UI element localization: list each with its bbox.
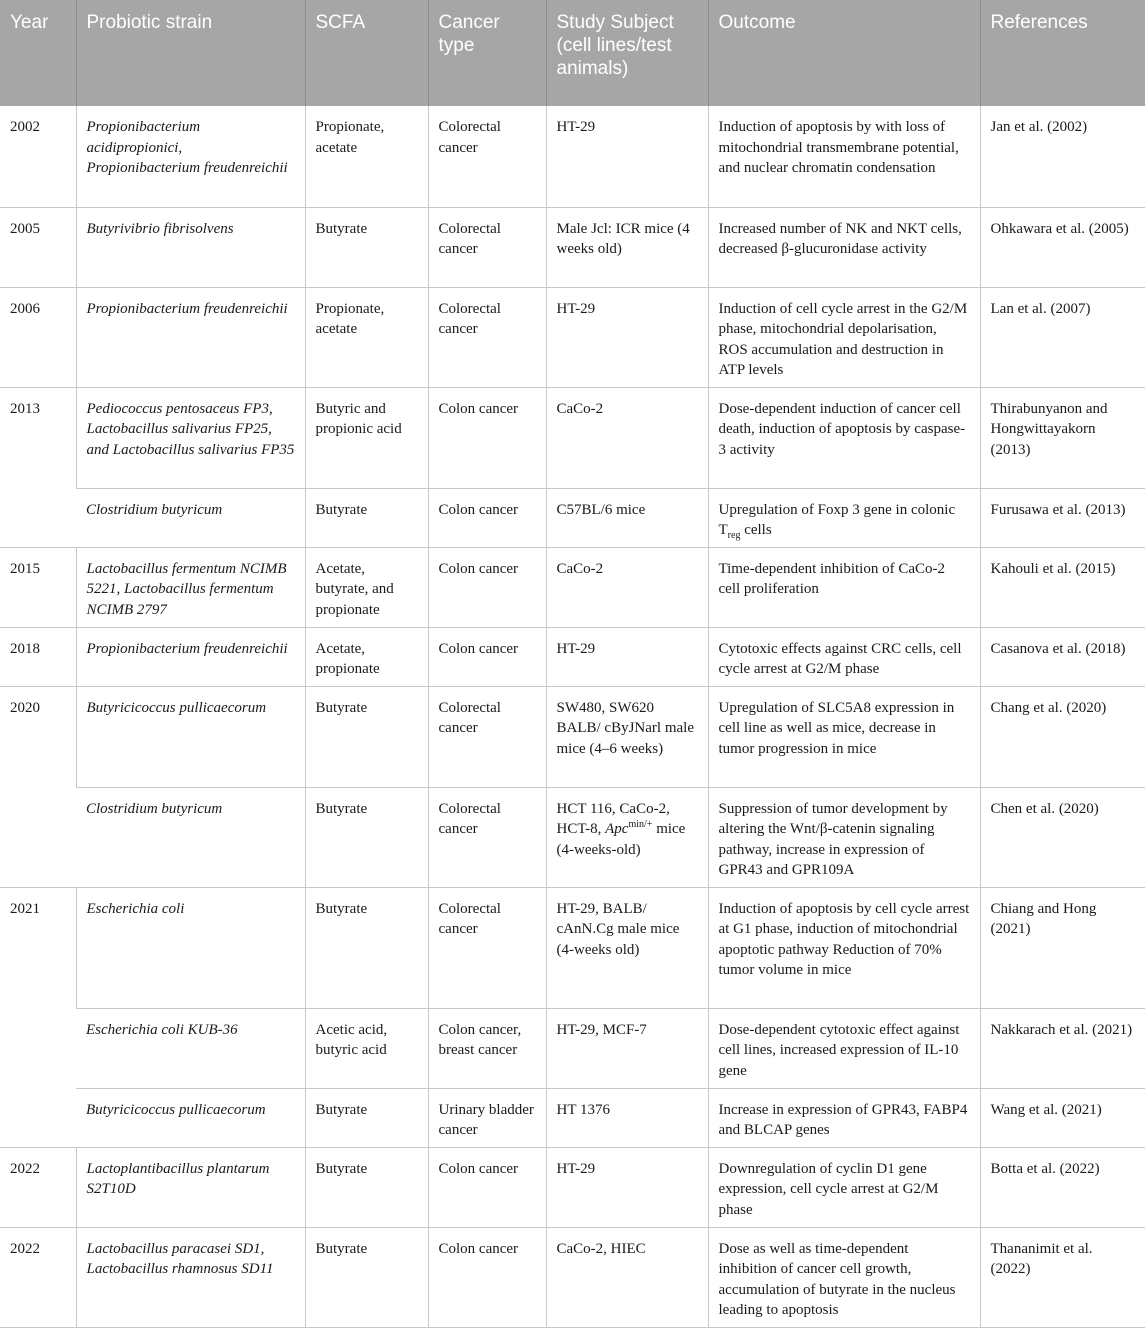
cell-outcome: Increase in expression of GPR43, FABP4 and BLCAP genes [708,1088,980,1147]
cell-strain: Butyricicoccus pullicaecorum [76,1088,305,1147]
cell-subject: Male Jcl: ICR mice (4 weeks old) [546,207,708,287]
cell-strain: Propionibacterium freudenreichii [76,627,305,686]
cell-cancer-type: Colon cancer [428,627,546,686]
cell-scfa: Butyrate [305,1147,428,1227]
header-scfa: SCFA [305,0,428,106]
cell-subject: SW480, SW620 BALB/ cByJNarl male mice (4–6 weeks) [546,686,708,787]
table-row [0,488,1145,547]
cell-scfa: Acetic acid, butyric acid [305,1008,428,1088]
cell-scfa: Butyrate [305,488,428,547]
cell-cancer-type: Colon cancer [428,547,546,627]
cell-outcome: Time-dependent inhibition of CaCo-2 cell proliferation [708,547,980,627]
header-probiotic-strain: Probiotic strain [76,0,305,106]
cell-reference: Chiang and Hong (2021) [980,887,1145,1008]
header-outcome: Outcome [708,0,980,106]
cell-strain: Clostridium butyricum [76,787,305,887]
cell-reference: Thananimit et al. (2022) [980,1227,1145,1327]
cell-outcome: Downregulation of cyclin D1 gene expression, cell cycle arrest at G2/M phase [708,1147,980,1227]
cell-cancer-type: Colorectal cancer [428,106,546,207]
cell-reference: Ohkawara et al. (2005) [980,207,1145,287]
cell-outcome: Dose as well as time-dependent inhibition of cancer cell growth, accumulation of butyrate in the nucleus leading to apoptosis [708,1227,980,1327]
header-year: Year [0,0,76,106]
cell-cancer-type: Colon cancer [428,1227,546,1327]
cell-subject: HT-29, MCF-7 [546,1008,708,1088]
cell-scfa: Butyrate [305,1227,428,1327]
cell-scfa: Butyrate [305,887,428,1008]
cell-subject: HT-29 [546,1147,708,1227]
cell-outcome: Cytotoxic effects against CRC cells, cell cycle arrest at G2/M phase [708,627,980,686]
cell-reference: Jan et al. (2002) [980,106,1145,207]
table-row [0,287,1145,387]
cell-year: 2018 [0,627,76,686]
cell-strain: Lactoplantibacillus plantarum S2T10D [76,1147,305,1227]
table-row [0,686,1145,787]
table-row [0,106,1145,207]
cell-strain: Butyrivibrio fibrisolvens [76,207,305,287]
cell-strain: Pediococcus pentosaceus FP3, Lactobacillus salivarius FP25, and Lactobacillus salivarius FP35 [76,387,305,488]
cell-outcome: Dose-dependent induction of cancer cell death, induction of apoptosis by caspase-3 activity [708,387,980,488]
cell-reference: Furusawa et al. (2013) [980,488,1145,547]
cell-year: 2022 [0,1147,76,1227]
cell-scfa: Butyric and propionic acid [305,387,428,488]
cell-outcome: Induction of cell cycle arrest in the G2/M phase, mitochondrial depolarisation, ROS accumulation and destruction in ATP levels [708,287,980,387]
cell-scfa: Butyrate [305,787,428,887]
table-row [0,627,1145,686]
cell-reference: Lan et al. (2007) [980,287,1145,387]
cell-scfa: Propionate, acetate [305,287,428,387]
cell-year: 2013 [0,387,76,547]
cell-outcome: Upregulation of Foxp 3 gene in colonic $T_{reg}$ cells [708,488,980,547]
cell-strain: Clostridium butyricum [76,488,305,547]
table-row [0,547,1145,627]
table-row [0,787,1145,887]
cell-cancer-type: Colon cancer [428,387,546,488]
cell-year: 2002 [0,106,76,207]
cell-scfa: Butyrate [305,686,428,787]
cell-subject: HT-29, BALB/ cAnN.Cg male mice (4-weeks old) [546,887,708,1008]
table-row [0,887,1145,1008]
cell-reference: Casanova et al. (2018) [980,627,1145,686]
cell-subject: HCT 116, CaCo-2, HCT-8, Apc$^{min/+}$ mice (4-weeks-old) [546,787,708,887]
cell-cancer-type: Urinary bladder cancer [428,1088,546,1147]
table-row [0,1147,1145,1227]
cell-reference: Wang et al. (2021) [980,1088,1145,1147]
cell-strain: Butyricicoccus pullicaecorum [76,686,305,787]
cell-subject: CaCo-2, HIEC [546,1227,708,1327]
cell-subject: CaCo-2 [546,547,708,627]
cell-scfa: Acetate, butyrate, and propionate [305,547,428,627]
cell-strain: Propionibacterium freudenreichii [76,287,305,387]
table-row [0,1227,1145,1327]
cell-outcome: Upregulation of SLC5A8 expression in cell line as well as mice, decrease in tumor progression in mice [708,686,980,787]
cell-outcome: Induction of apoptosis by with loss of mitochondrial transmembrane potential, and nuclear chromatin condensation [708,106,980,207]
cell-subject: C57BL/6 mice [546,488,708,547]
cell-year: 2006 [0,287,76,387]
cell-subject: HT 1376 [546,1088,708,1147]
cell-scfa: Butyrate [305,1088,428,1147]
cell-outcome: Induction of apoptosis by cell cycle arrest at G1 phase, induction of mitochondrial apoptotic pathway Reduction of 70% tumor volume in mice [708,887,980,1008]
cell-reference: Kahouli et al. (2015) [980,547,1145,627]
table-row [0,387,1145,488]
cell-cancer-type: Colorectal cancer [428,787,546,887]
cell-cancer-type: Colorectal cancer [428,686,546,787]
cell-year: 2021 [0,887,76,1147]
cell-year: 2015 [0,547,76,627]
cell-cancer-type: Colorectal cancer [428,207,546,287]
cell-strain: Propionibacterium acidipropionici, Propionibacterium freudenreichii [76,106,305,207]
cell-scfa: Propionate, acetate [305,106,428,207]
cell-subject: HT-29 [546,287,708,387]
cell-subject: CaCo-2 [546,387,708,488]
cell-year: 2020 [0,686,76,887]
cell-reference: Chang et al. (2020) [980,686,1145,787]
cell-strain: Escherichia coli KUB-36 [76,1008,305,1088]
cell-subject: HT-29 [546,627,708,686]
header-row [0,0,1145,106]
cell-strain: Escherichia coli [76,887,305,1008]
cell-strain: Lactobacillus fermentum NCIMB 5221, Lactobacillus fermentum NCIMB 2797 [76,547,305,627]
cell-outcome: Suppression of tumor development by altering the Wnt/β-catenin signaling pathway, increase in expression of GPR43 and GPR109A [708,787,980,887]
cell-cancer-type: Colorectal cancer [428,287,546,387]
cell-outcome: Increased number of NK and NKT cells, decreased β-glucuronidase activity [708,207,980,287]
header-references: References [980,0,1145,106]
cell-scfa: Acetate, propionate [305,627,428,686]
cell-reference: Nakkarach et al. (2021) [980,1008,1145,1088]
cell-scfa: Butyrate [305,207,428,287]
cell-year: 2022 [0,1227,76,1327]
header-cancer-type: Cancer type [428,0,546,106]
cell-reference: Thirabunyanon and Hongwittayakorn (2013) [980,387,1145,488]
table-row [0,207,1145,287]
header-study-subject: Study Subject (cell lines/test animals) [546,0,708,106]
cell-year: 2005 [0,207,76,287]
cell-outcome: Dose-dependent cytotoxic effect against cell lines, increased expression of IL-10 gene [708,1008,980,1088]
cell-cancer-type: Colon cancer [428,488,546,547]
cell-reference: Chen et al. (2020) [980,787,1145,887]
table-row [0,1008,1145,1088]
table-row [0,1088,1145,1147]
cell-cancer-type: Colon cancer, breast cancer [428,1008,546,1088]
cell-subject: HT-29 [546,106,708,207]
cell-cancer-type: Colorectal cancer [428,887,546,1008]
cell-reference: Botta et al. (2022) [980,1147,1145,1227]
cell-cancer-type: Colon cancer [428,1147,546,1227]
cell-strain: Lactobacillus paracasei SD1, Lactobacillus rhamnosus SD11 [76,1227,305,1327]
